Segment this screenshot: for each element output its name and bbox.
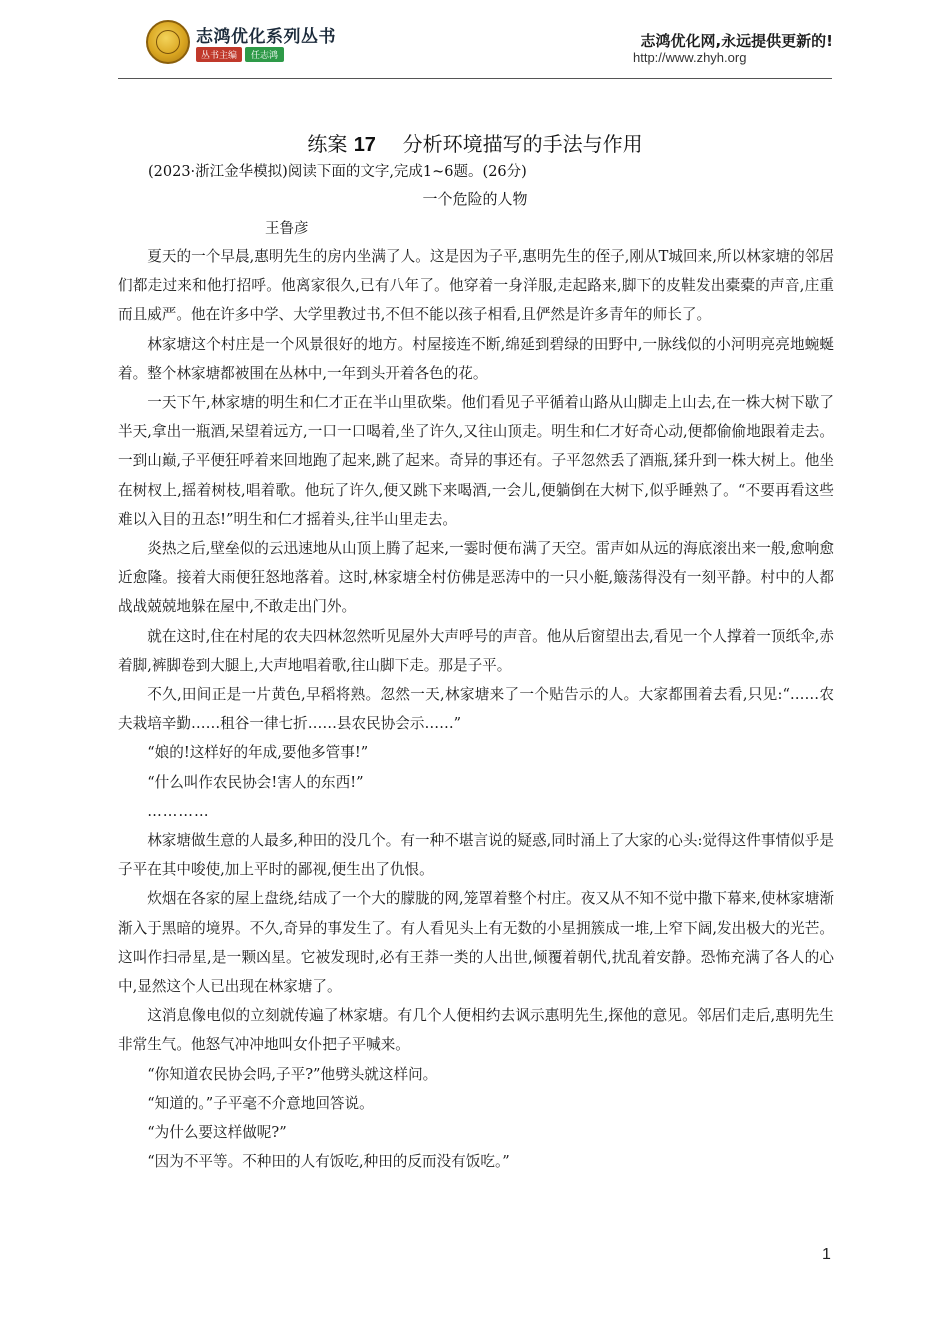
- paragraph: “为什么要这样做呢?”: [147, 1124, 287, 1142]
- header-slogan: 志鸿优化网,永远提供更新的!: [640, 32, 833, 50]
- title-number: 17: [353, 134, 376, 156]
- paragraph: “什么叫作农民协会!害人的东西!”: [147, 773, 364, 791]
- paragraph: “因为不平等。不种田的人有饭吃,种田的反而没有饭吃。”: [147, 1153, 510, 1171]
- title-text: 分析环境描写的手法与作用: [402, 132, 643, 156]
- paragraph: “娘的!这样好的年成,要他多管事!”: [147, 744, 369, 762]
- title-prefix: 练案: [307, 132, 348, 156]
- page-title: [0, 128, 950, 157]
- story-title: 一个危险的人物: [422, 190, 528, 208]
- question-intro: (2023·浙江金华模拟)阅读下面的文字,完成1~6题。(26分): [148, 164, 527, 180]
- page-header: [0, 0, 950, 80]
- paragraph: 林家塘做生意的人最多,种田的没几个。有一种不堪言说的疑惑,同时涌上了大家的心头:觉得这件事情似乎是子平在其中唆使,加上平时的鄙视,便生出了仇恨。: [118, 832, 834, 879]
- paragraph: 炊烟在各家的屋上盘绕,结成了一个大的朦胧的网,笼罩着整个村庄。夜又从不知不觉中撒下幕来,使林家塘渐渐入于黑暗的境界。不久,奇异的事发生了。有人看见头上有无数的小星拥簇成一堆,上窄下阔,发出极大的光芒。这叫作扫帚星,是一颗凶星。它被发现时,必有王莽一类的人出世,倾覆着朝代,扰乱着安静。恐怖充满了各人的心中,显然这个人已出现在林家塘了。: [118, 890, 834, 996]
- paragraph: 夏天的一个早晨,惠明先生的房内坐满了人。这是因为子平,惠明先生的侄子,刚从T城回来,所以林家塘的邻居们都走过来和他打招呼。他离家很久,已有八年了。他穿着一身洋服,走起路来,脚下的皮鞋发出橐橐的声音,庄重而且威严。他在许多中学、大学里教过书,不但不能以孩子相看,且俨然是许多青年的师长了。: [118, 248, 834, 324]
- paragraph: 炎热之后,壁垒似的云迅速地从山顶上腾了起来,一霎时便布满了天空。雷声如从远的海底滚出来一般,愈响愈近愈隆。接着大雨便狂怒地落着。这时,林家塘全村仿佛是恶涛中的一只小艇,簸荡得没有一刻平静。村中的人都战战兢兢地躲在屋中,不敢走出门外。: [118, 540, 834, 616]
- seal-logo-icon: [146, 20, 190, 64]
- header-url[interactable]: http://www.zhyh.org: [633, 50, 747, 65]
- editor-name: 任志鸿: [245, 47, 284, 62]
- paragraph: “知道的。”子平毫不介意地回答说。: [147, 1094, 374, 1112]
- series-title: 志鸿优化系列丛书: [196, 27, 336, 47]
- ellipsis-line: …………: [147, 802, 210, 820]
- paragraph: 林家塘这个村庄是一个风景很好的地方。村屋接连不断,绵延到碧绿的田野中,一脉线似的小河明亮亮地蜿蜒着。整个林家塘都被围在丛林中,一年到头开着各色的花。: [118, 335, 834, 382]
- header-divider: [118, 78, 832, 79]
- paragraph: “你知道农民协会吗,子平?”他劈头就这样问。: [147, 1065, 438, 1083]
- story-author: 王鲁彦: [265, 221, 309, 237]
- paragraph: 这消息像电似的立刻就传遍了林家塘。有几个人便相约去讽示惠明先生,探他的意见。邻居们走后,惠明先生非常生气。他怒气冲冲地叫女仆把子平喊来。: [118, 1007, 834, 1054]
- editor-credit: [196, 47, 284, 61]
- paragraph: 不久,田间正是一片黄色,早稻将熟。忽然一天,林家塘来了一个贴告示的人。大家都围着去看,只见:“……农夫栽培辛勤……租谷一律七折……县农民协会示……”: [118, 686, 834, 733]
- editor-label: 丛书主编: [196, 47, 242, 62]
- page-number: 1: [822, 1246, 831, 1263]
- paragraph: 就在这时,住在村尾的农夫四林忽然听见屋外大声呼号的声音。他从后窗望出去,看见一个人撑着一顶纸伞,赤着脚,裤脚卷到大腿上,大声地唱着歌,往山脚下走。那是子平。: [118, 627, 834, 674]
- story-body: [118, 242, 834, 1177]
- paragraph: 一天下午,林家塘的明生和仁才正在半山里砍柴。他们看见子平循着山路从山脚走上山去,在一株大树下歇了半天,拿出一瓶酒,呆望着远方,一口一口喝着,坐了许久,又往山顶走。明生和仁才好奇心动,便都偷偷地跟着走去。一到山巅,子平便狂呼着来回地跑了起来,跳了起来。奇异的事还有。子平忽然丢了酒瓶,猱升到一株大树上。他坐在树杈上,摇着树枝,唱着歌。他玩了许久,便又跳下来喝酒,一会儿,便躺倒在大树下,似乎睡熟了。“不要再看这些难以入目的丑态!”明生和仁才摇着头,往半山里走去。: [118, 394, 834, 528]
